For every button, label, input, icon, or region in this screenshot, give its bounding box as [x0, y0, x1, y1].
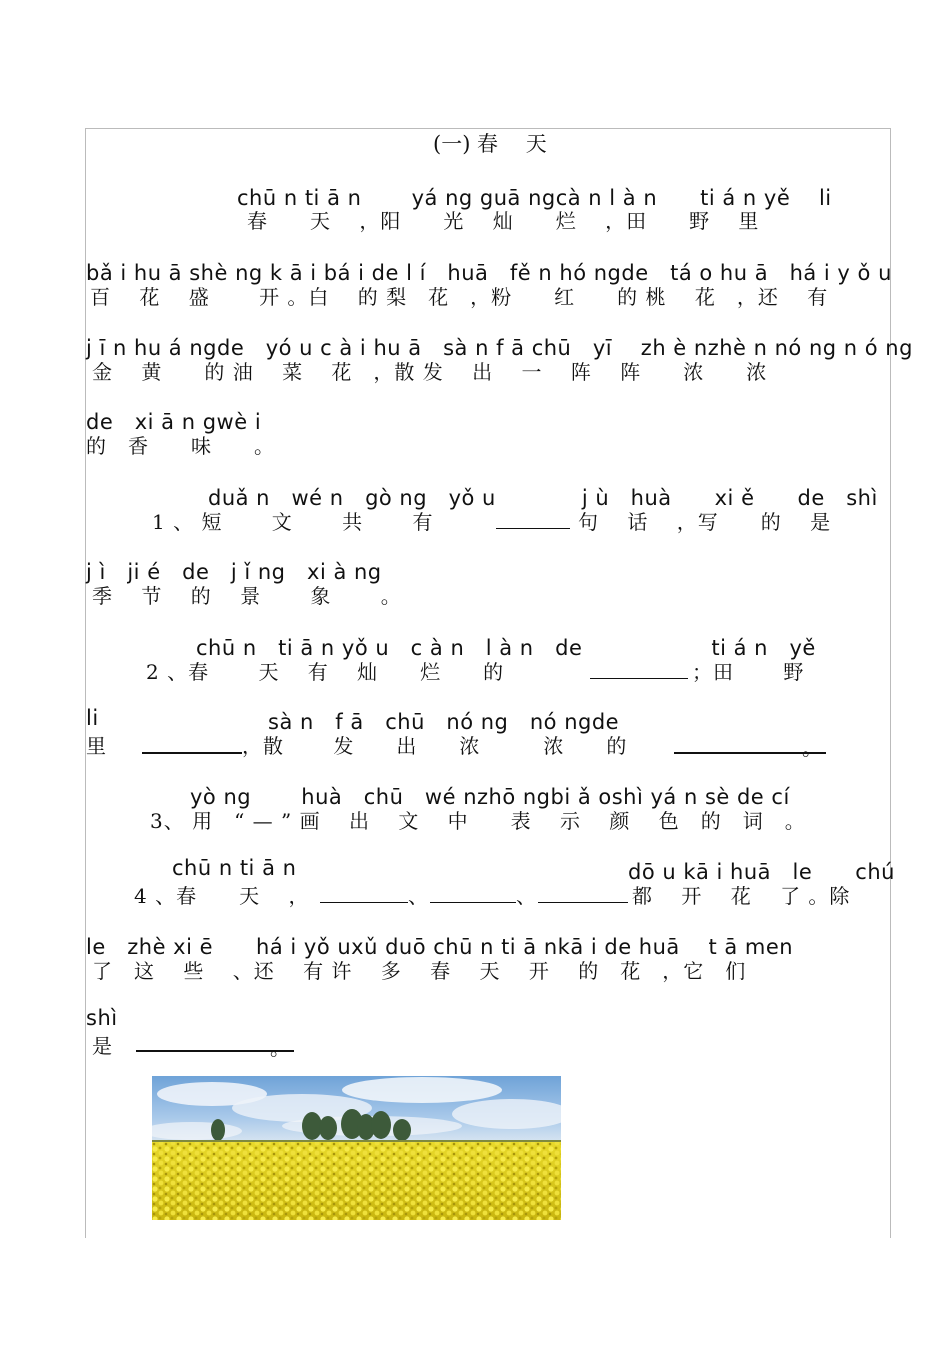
- page-frame-right: [890, 128, 891, 1238]
- q4-period: 。: [270, 1036, 291, 1060]
- q1-text-tail: 句 话 ，写 的 是: [578, 510, 832, 534]
- q1-text: 1 、 短 文 共 有: [152, 510, 434, 534]
- passage-pinyin-line-2: bǎ i hu ā shè ng k ā i bá i de l í huā fě n hó ngde tá o hu ā há i y ǒ u: [86, 261, 892, 285]
- q2-pinyin: chū n ti ā n yǒ u c à n l à n de ti á n yě: [196, 636, 816, 660]
- q4-separator-1: 、: [408, 884, 429, 908]
- q4-pinyin-left: chū n ti ā n: [172, 856, 297, 880]
- q4-separator-2: 、: [516, 884, 537, 908]
- q4-pinyin-line-2: le zhè xi ē há i yǒ uxǔ duō chū n ti ā nkā i de huā t ā men: [86, 935, 794, 959]
- q4-answer-blank-3[interactable]: [538, 902, 628, 903]
- page-frame-left: [85, 128, 86, 1238]
- q2-pinyin-line-2: sà n f ā chū nó ng nó ngde: [268, 710, 620, 734]
- q4-text-line-2: 了 这 些 、还 有 许 多 春 天 开 的 花 ，它 们: [92, 959, 747, 983]
- q1-answer-blank[interactable]: [496, 528, 570, 529]
- q2-answer-blank-2[interactable]: [142, 752, 242, 754]
- q4-answer-blank-2[interactable]: [430, 902, 516, 903]
- passage-text-line-1: 春 天 ，阳 光 灿 烂 ，田 野 里: [247, 209, 760, 233]
- q4-pinyin-right: dō u kā i huā le chú: [628, 860, 895, 884]
- passage-text-line-2: 百 花 盛 开 。白 的 梨 花 ，粉 红 的 桃 花 ，还 有: [90, 285, 829, 309]
- passage-pinyin-line-3: j ī n hu á ngde yó u c à i hu ā sà n f ā chū yī zh è nzhè n nó ng n ó ng: [86, 336, 913, 360]
- q4-pinyin-line-3: shì: [86, 1006, 118, 1030]
- q4-text-tail: 都 开 花 了 。除: [632, 884, 851, 908]
- passage-pinyin-line-4: de xi ā n gwè i: [86, 410, 262, 434]
- q3-text: 3、 用 “ — ” 画 出 文 中 表 示 颜 色 的 词 。: [150, 809, 806, 833]
- q2-text-li: 里: [86, 734, 107, 758]
- q2-text-line-2: ，散 发 出 浓 浓 的: [242, 734, 628, 758]
- q1-pinyin: duǎ n wé n gò ng yǒ u j ù huà xi ě de shì: [208, 486, 878, 510]
- q4-text-line-3: 是: [92, 1034, 113, 1058]
- passage-text-line-4: 的 香 味 。: [86, 434, 275, 458]
- q4-answer-blank-1[interactable]: [320, 902, 408, 903]
- q4-text: 4 、春 天 ，: [134, 884, 310, 908]
- passage-text-line-3: 金 黄 的 油 菜 花 ，散 发 出 一 阵 阵 浓 浓: [92, 360, 768, 384]
- q2-period: 。: [802, 736, 823, 760]
- q1-pinyin-line-2: j ì ji é de j ǐ ng xi à ng: [86, 560, 382, 584]
- q2-text-tail: ；田 野: [692, 660, 805, 684]
- lesson-title: (一) 春 天: [433, 132, 547, 156]
- q2-pinyin-li: li: [86, 706, 99, 730]
- canola-field-photo: [152, 1076, 561, 1220]
- q1-text-line-2: 季 节 的 景 象 。: [92, 584, 402, 608]
- q2-text: 2 、春 天 有 灿 烂 的: [146, 660, 505, 684]
- q2-answer-blank-1[interactable]: [590, 678, 688, 679]
- q3-pinyin: yò ng huà chū wé nzhō ngbi ǎ oshì yá n sè de cí: [190, 785, 790, 809]
- passage-pinyin-line-1: chū n ti ā n yá ng guā ngcà n l à n ti á n yě li: [237, 186, 832, 210]
